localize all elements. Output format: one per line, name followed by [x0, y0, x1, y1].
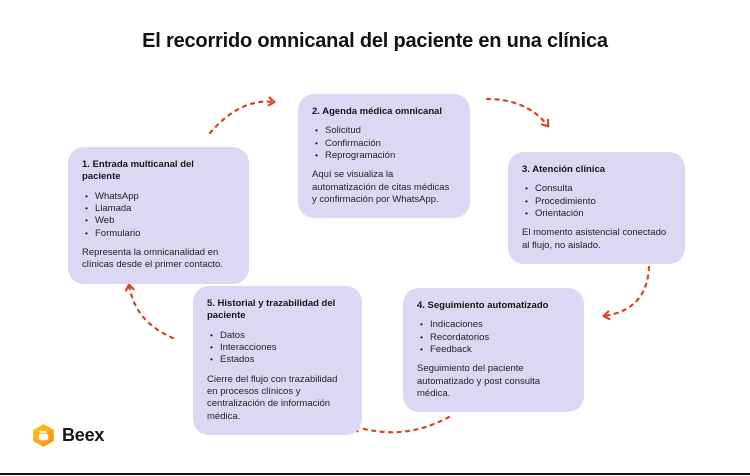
bullet-item: • Confirmación [312, 138, 456, 150]
step-title: 2. Agenda médica omnicanal [312, 106, 443, 117]
step-description: Representa la omnicanalidad en clínicas desde el primer contacto. [82, 247, 223, 271]
bullet-item: • Feedback [417, 344, 570, 356]
step-box-atencion-clinica [508, 152, 685, 264]
step-box-agenda-medica [298, 94, 470, 218]
arrow-step1-to-step2 [210, 102, 274, 133]
step-description: Seguimiento del paciente automatizado y post consulta médica. [417, 363, 541, 400]
step-title: 4. Seguimiento automatizado [417, 300, 549, 311]
brand-logo [32, 424, 104, 447]
brand-name: Beex [62, 425, 105, 445]
bullet-item: • Web [82, 215, 235, 227]
bullet-item: • WhatsApp [82, 191, 235, 203]
beex-hexagon-icon [32, 424, 55, 447]
bullet-item: • Formulario [82, 228, 235, 240]
step-description: El momento asistencial conectado al flujo, no aislado. [522, 227, 667, 251]
step-bullets [207, 330, 348, 367]
step-title: 1. Entrada multicanal del paciente [82, 159, 194, 183]
step-title: 3. Atención clínica [522, 164, 606, 175]
step-bullets [82, 191, 235, 240]
bullet-item: • Orientación [522, 208, 671, 220]
step-box-seguimiento-automatizado [403, 288, 584, 412]
step-bullets [312, 125, 456, 162]
step-box-entrada-multicanal [68, 147, 249, 284]
step-bullets [522, 183, 671, 220]
arrow-step3-to-step4 [604, 267, 649, 316]
step-title: 5. Historial y trazabilidad del paciente [207, 298, 336, 322]
bottom-border [0, 473, 750, 476]
bullet-item: • Llamada [82, 203, 235, 215]
arrow-step5-to-step1 [129, 285, 173, 338]
bullet-item: • Reprogramación [312, 150, 456, 162]
step-box-historial-trazabilidad [193, 286, 362, 435]
bullet-item: • Recordatorios [417, 332, 570, 344]
step-bullets [417, 319, 570, 356]
bullet-item: • Solicitud [312, 125, 456, 137]
bullet-item: • Estados [207, 354, 348, 366]
bullet-item: • Indicaciones [417, 319, 570, 331]
bullet-item: • Procedimiento [522, 196, 671, 208]
bullet-item: • Interacciones [207, 342, 348, 354]
step-description: Cierre del flujo con trazabilidad en procesos clínicos y centralización de información médica. [207, 373, 338, 422]
arrow-step2-to-step3 [487, 99, 548, 126]
bullet-item: • Datos [207, 330, 348, 342]
bullet-item: • Consulta [522, 183, 671, 195]
arrow-step4-to-step5 [354, 417, 449, 432]
step-description: Aquí se visualiza la automatización de citas médicas y confirmación por WhatsApp. [312, 169, 450, 206]
page-title: El recorrido omnicanal del paciente en una clínica [142, 30, 608, 52]
